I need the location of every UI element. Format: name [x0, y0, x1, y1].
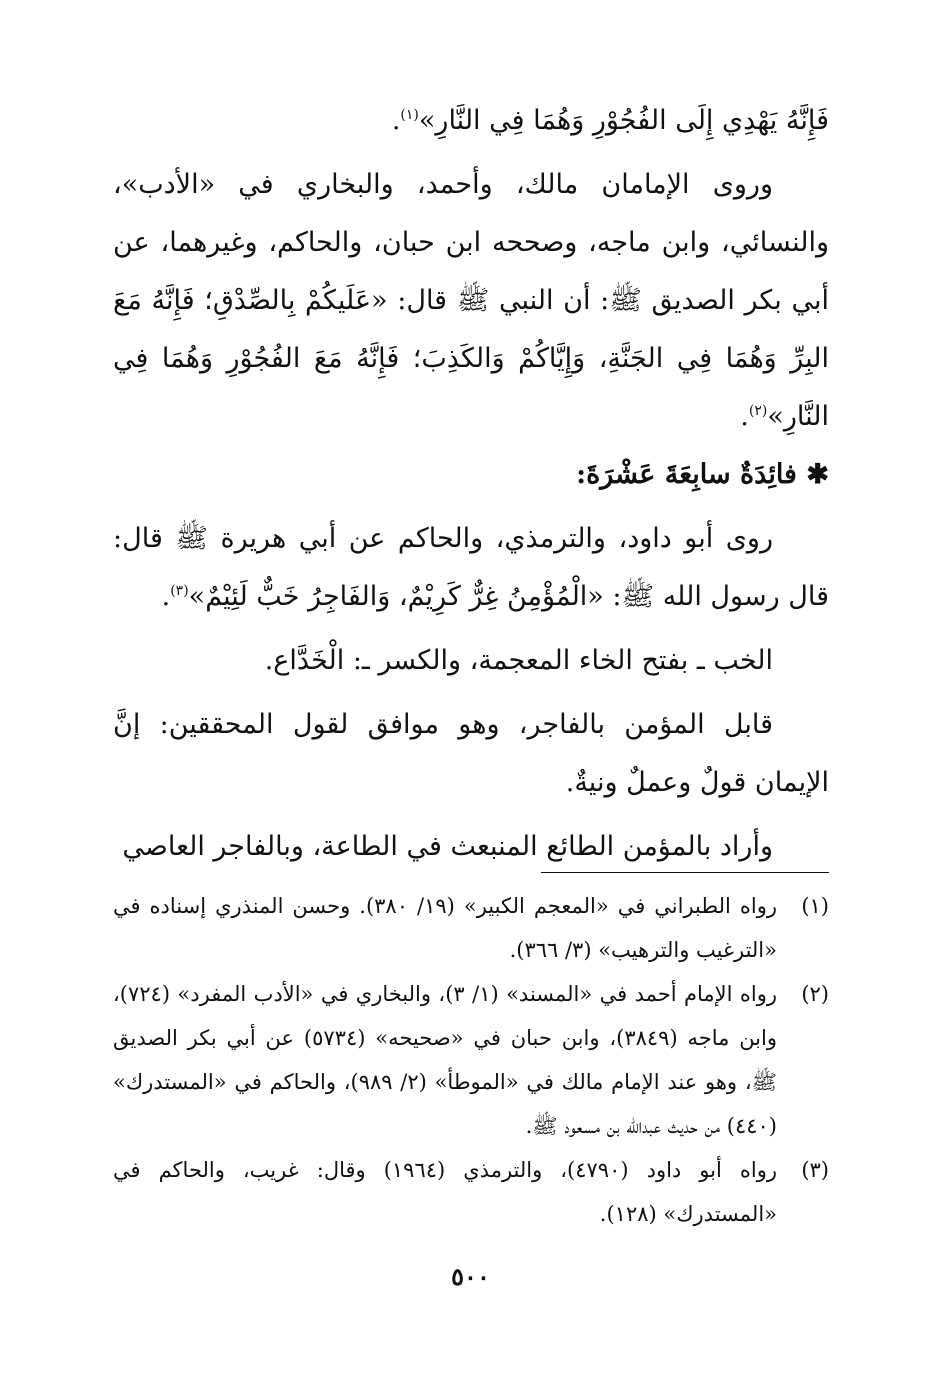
footnote-number: (١) [801, 894, 829, 918]
footnote-ref-3: (٣) [170, 583, 189, 599]
paragraph-3 [113, 510, 829, 626]
footnote-separator [541, 872, 829, 873]
footnote-number: (٢) [801, 982, 829, 1006]
footnote-text: رواه الطبراني في «المعجم الكبير» (١٩/ ٣٨٠). وحسن المنذري إسناده في «الترغيب والترهيب» (٣/ ٣٦٦). [113, 894, 777, 962]
footnote-text: رواه الإمام أحمد في «المسند» (١/ ٣)، والبخاري في «الأدب المفرد» (٧٢٤)، وابن ماجه (٣٨٤٩)، وابن حبان في «صحيحه» (٥٧٣٤) عن أبي بكر الصديق ﷺ، وهو عند الإمام مالك في «الموطأ» (٢/ ٩٨٩)، والحاكم في «المستدرك» (٤٤٠) من حديث عبدالله بن مسعود ﷺ. [113, 982, 777, 1138]
footnote-2 [113, 972, 829, 1148]
footnote-ref-1: (١) [400, 107, 419, 123]
section-heading: ✱ فائِدَةٌ سابِعَةَ عَشْرَةَ: [576, 459, 829, 490]
footnote-number: (٣) [801, 1158, 829, 1182]
paragraph-6: وأراد بالمؤمن الطائع المنبعث في الطاعة، وبالفاجر العاصي [122, 831, 773, 862]
main-text [113, 92, 829, 876]
full-stop: . [391, 105, 401, 136]
hadith-narration-1: وروى الإمامان مالك، وأحمد، والبخاري في «الأدب»، والنسائي، وابن ماجه، وصححه ابن حبان، والحاكم، وغيرهما، عن أبي بكر الصديق ﷺ: أن النبي ﷺ قال: «عَلَيكُمْ بِالصِّدْقِ؛ فَإِنَّهُ مَعَ البِرِّ وَهُمَا فِي الجَنَّةِ، وَإِيَّاكُمْ وَالكَذِبَ؛ فَإِنَّهُ مَعَ الفُجُوْرِ وَهُمَا فِي النَّارِ» [113, 169, 829, 432]
footnotes [113, 884, 829, 1236]
full-stop: . [740, 401, 749, 432]
footnote-text: رواه أبو داود (٤٧٩٠)، والترمذي (١٩٦٤) وقال: غريب، والحاكم في «المستدرك» (١٢٨). [113, 1158, 777, 1226]
full-stop: . [161, 581, 171, 612]
footnote-1 [113, 884, 829, 972]
paragraph-4: الخب ـ بفتح الخاء المعجمة، والكسر ـ: الْخَدَّاع. [264, 645, 773, 676]
page-number: ٥٠٠ [451, 1262, 490, 1291]
paragraph-2 [113, 156, 829, 446]
footnote-3 [113, 1148, 829, 1236]
hadith-narration-2: روى أبو داود، والترمذي، والحاكم عن أبي هريرة ﷺ قال: قال رسول الله ﷺ: «الْمُؤْمِنُ غِرٌّ كَرِيْمٌ، وَالفَاجِرُ خَبٌّ لَئِيْمٌ» [113, 523, 829, 612]
paragraph-5: قابل المؤمن بالفاجر، وهو موافق لقول المحققين: إنَّ الإيمان قولٌ وعملٌ ونيةٌ. [113, 709, 829, 798]
paragraph-1 [113, 92, 829, 150]
hadith-ending: فَإِنَّهُ يَهْدِي إِلَى الفُجُوْرِ وَهُمَا فِي النَّارِ» [418, 105, 829, 136]
footnote-ref-2: (٢) [748, 403, 768, 419]
